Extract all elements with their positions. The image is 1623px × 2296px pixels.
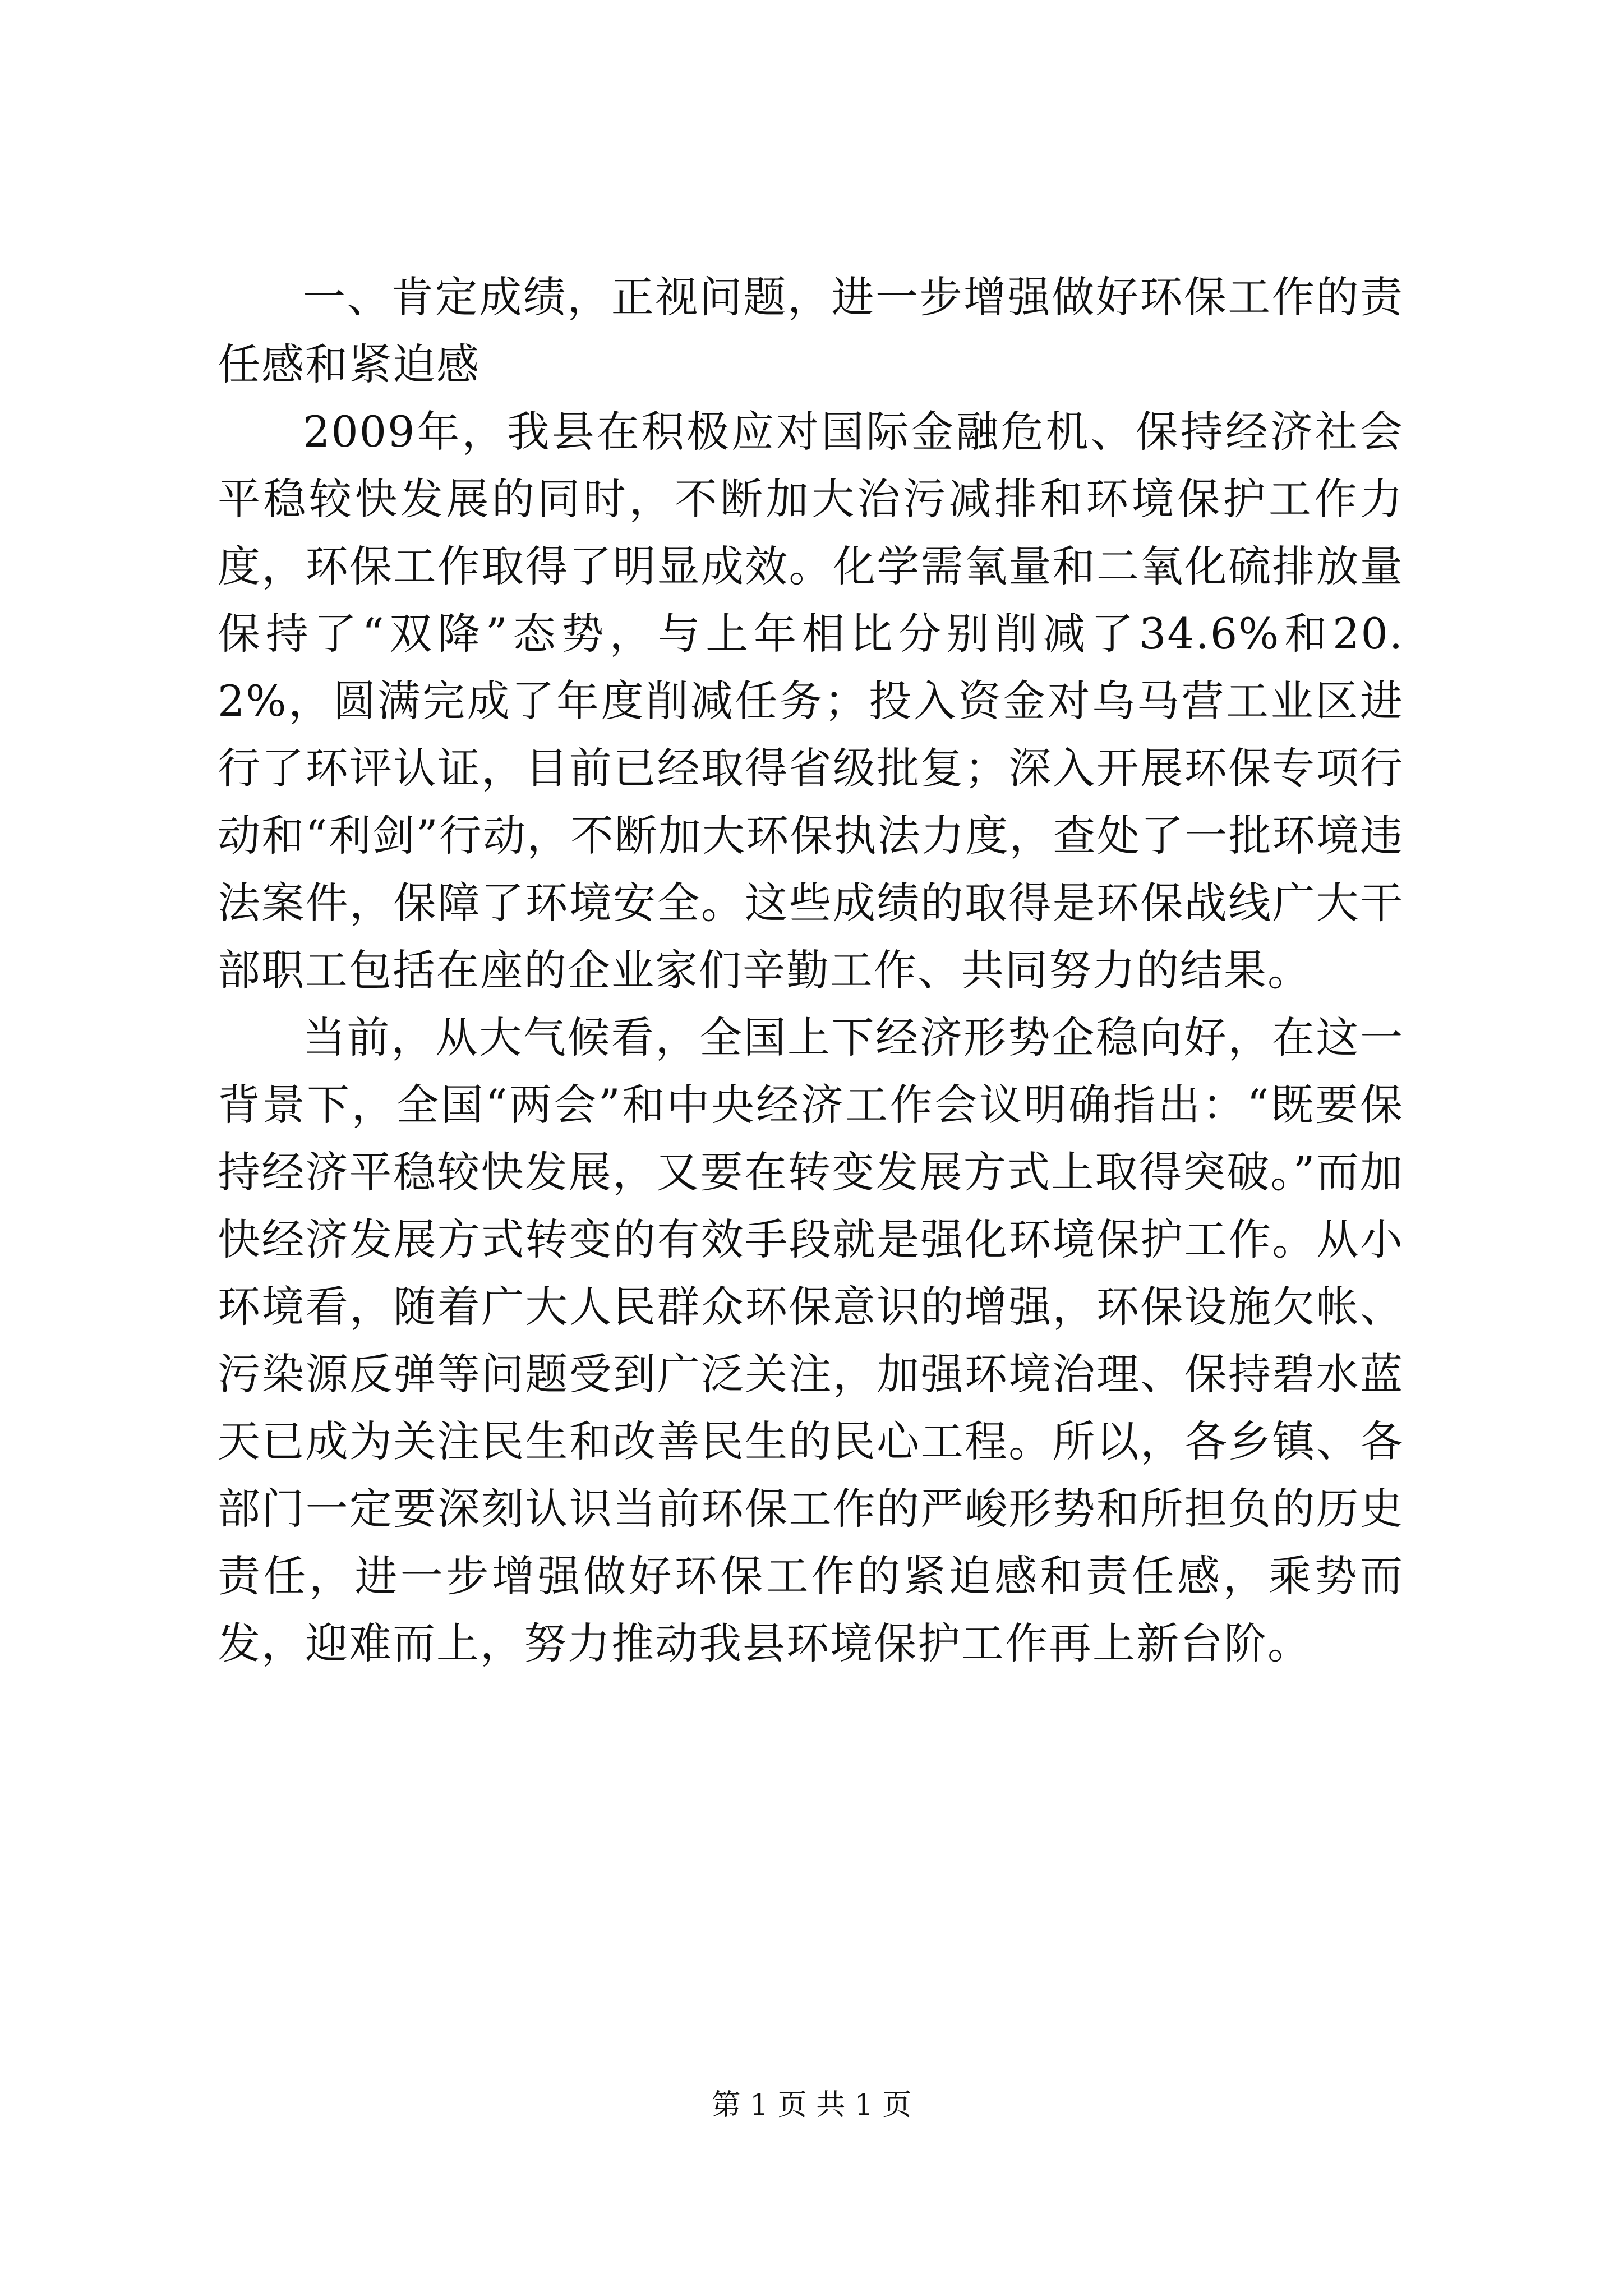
paragraph-current-situation: 当前，从大气候看，全国上下经济形势企稳向好，在这一背景下，全国“两会”和中央经济工作会议明确指出：“既要保持经济平稳较快发展，又要在转变发展方式上取得突破。”而加快经济发展方式转变的有效手段就是强化环境保护工作。从小环境看，随着广大人民群众环保意识的增强，环保设施欠帐、污染源反弹等问题受到广泛关注，加强环境治理、保持碧水蓝天已成为关注民生和改善民生的民心工程。所以，各乡镇、各部门一定要深刻认识当前环保工作的严峻形势和所担负的历史责任，进一步增强做好环保工作的紧迫感和责任感，乘势而发，迎难而上，努力推动我县环境保护工作再上新台阶。 [218,1013,1404,1668]
paragraph-achievements: 2009年，我县在积极应对国际金融危机、保持经济社会平稳较快发展的同时，不断加大治污减排和环境保护工作力度，环保工作取得了明显成效。化学需氧量和二氧化硫排放量保持了“双降”态势，与上年相比分别削减了34.6%和20.2%，圆满完成了年度削减任务；投入资金对乌马营工业区进行了环评认证，目前已经取得省级批复；深入开展环保专项行动和“利剑”行动，不断加大环保执法力度，查处了一批环境违法案件，保障了环境安全。这些成绩的取得是环保战线广大干部职工包括在座的企业家们辛勤工作、共同努力的结果。 [218,407,1404,995]
section-heading: 一、肯定成绩，正视问题，进一步增强做好环保工作的责任感和紧迫感 [218,272,1404,389]
document-body [218,264,1404,1677]
page-number-footer: 第 1 页 共 1 页 [711,2088,912,2122]
